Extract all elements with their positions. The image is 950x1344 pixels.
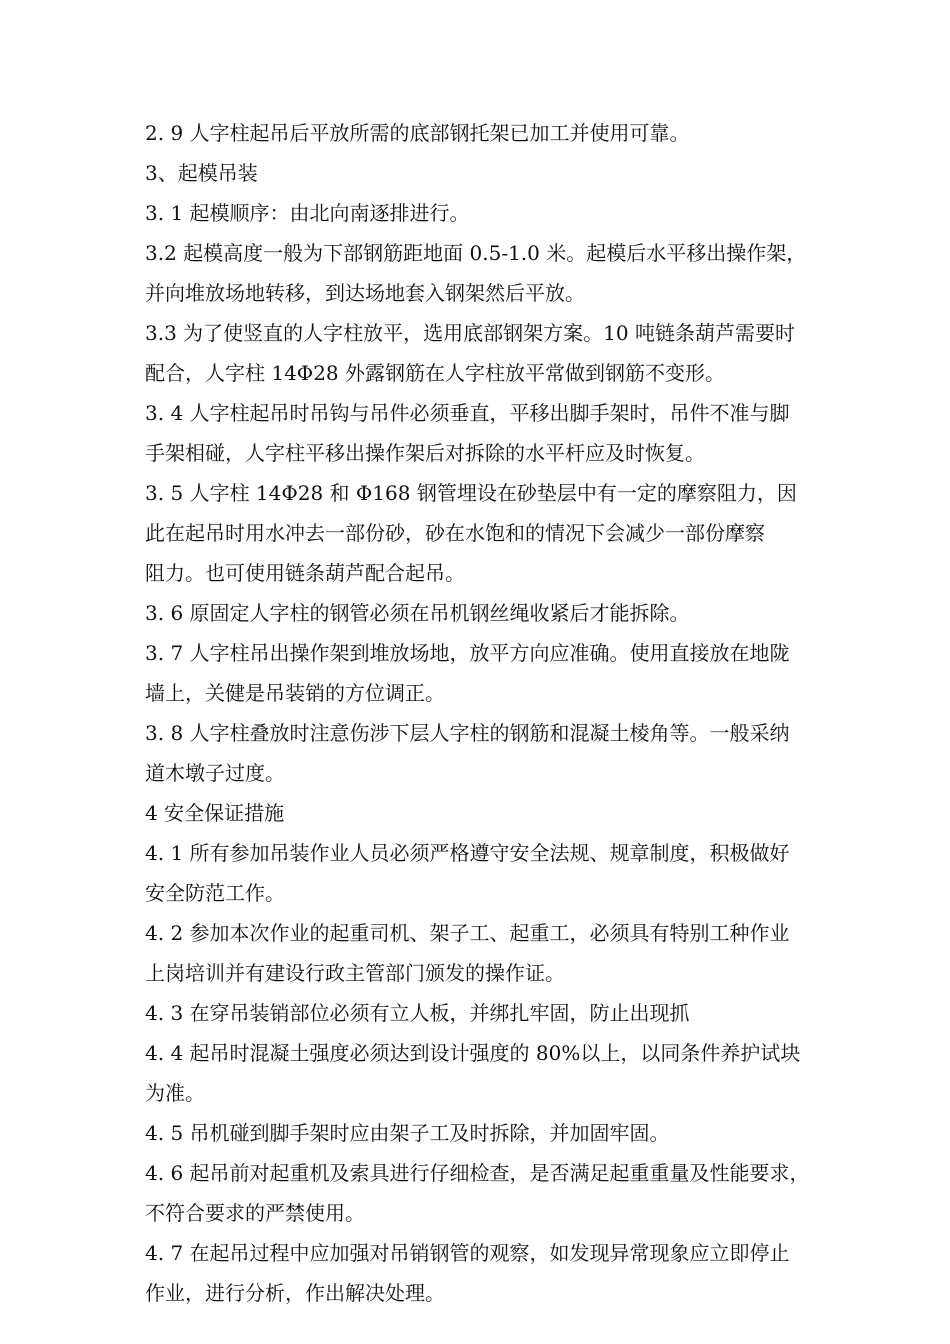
paragraph xyxy=(145,1033,865,1113)
text-line: 4. 2 参加本次作业的起重司机、架子工、起重工，必须具有特别工种作业 xyxy=(145,921,790,945)
text-line: 上岗培训并有建设行政主管部门颁发的操作证。 xyxy=(145,961,565,985)
text-line: 3. 8 人字柱叠放时注意伤涉下层人字柱的钢筋和混凝土棱角等。一般采纳 xyxy=(145,721,790,745)
text-line: 4. 6 起吊前对起重机及索具进行仔细检查，是否满足起重重量及性能要求， xyxy=(145,1161,810,1185)
text-line: 4. 7 在起吊过程中应加强对吊销钢管的观察，如发现异常现象应立即停止 xyxy=(145,1241,790,1265)
text-line: 3、起模吊装 xyxy=(145,161,258,185)
paragraph xyxy=(145,713,865,793)
paragraph xyxy=(145,233,865,313)
text-line: 3. 5 人字柱 14Φ28 和 Φ168 钢管埋设在砂垫层中有一定的摩察阻力，因 xyxy=(145,481,797,505)
text-line: 作业，进行分析，作出解决处理。 xyxy=(145,1281,445,1305)
paragraph xyxy=(145,593,865,633)
text-line: 4. 4 起吊时混凝土强度必须达到设计强度的 80%以上，以同条件养护试块 xyxy=(145,1041,801,1065)
text-line: 3.2 起模高度一般为下部钢筋距地面 0.5-1.0 米。起模后水平移出操作架， xyxy=(145,241,807,265)
paragraph xyxy=(145,473,865,593)
paragraph xyxy=(145,1233,865,1313)
text-line: 3. 7 人字柱吊出操作架到堆放场地，放平方向应准确。使用直接放在地陇 xyxy=(145,641,790,665)
text-line: 2. 9 人字柱起吊后平放所需的底部钢托架已加工并使用可靠。 xyxy=(145,121,690,145)
text-line: 3.3 为了使竖直的人字柱放平，选用底部钢架方案。10 吨链条葫芦需要时 xyxy=(145,321,795,345)
text-line: 墙上，关健是吊装销的方位调正。 xyxy=(145,681,445,705)
text-line: 4. 1 所有参加吊装作业人员必须严格遵守安全法规、规章制度，积极做好 xyxy=(145,841,790,865)
text-line: 4. 5 吊机碰到脚手架时应由架子工及时拆除，并加固牢固。 xyxy=(145,1121,670,1145)
paragraph xyxy=(145,913,865,993)
paragraph xyxy=(145,113,865,153)
text-line: 3. 4 人字柱起吊时吊钩与吊件必须垂直，平移出脚手架时，吊件不准与脚 xyxy=(145,401,790,425)
text-line: 不符合要求的严禁使用。 xyxy=(145,1201,365,1225)
text-line: 道木墩子过度。 xyxy=(145,761,285,785)
document-page xyxy=(145,113,865,1313)
paragraph xyxy=(145,1153,865,1233)
paragraph xyxy=(145,633,865,713)
paragraph xyxy=(145,153,865,193)
paragraph xyxy=(145,833,865,913)
text-line: 3. 6 原固定人字柱的钢管必须在吊机钢丝绳收紧后才能拆除。 xyxy=(145,601,690,625)
paragraph xyxy=(145,313,865,393)
paragraph xyxy=(145,1113,865,1153)
text-line: 此在起吊时用水冲去一部份砂，砂在水饱和的情况下会减少一部份摩察 xyxy=(145,521,765,545)
text-line: 4. 3 在穿吊装销部位必须有立人板，并绑扎牢固，防止出现抓 xyxy=(145,1001,690,1025)
paragraph xyxy=(145,393,865,473)
text-line: 配合，人字柱 14Φ28 外露钢筋在人字柱放平常做到钢筋不变形。 xyxy=(145,361,726,385)
text-line: 3. 1 起模顺序：由北向南逐排进行。 xyxy=(145,201,470,225)
text-line: 安全防范工作。 xyxy=(145,881,285,905)
text-line: 并向堆放场地转移，到达场地套入钢架然后平放。 xyxy=(145,281,585,305)
text-line: 手架相碰，人字柱平移出操作架后对拆除的水平杆应及时恢复。 xyxy=(145,441,705,465)
text-line: 4 安全保证措施 xyxy=(145,801,285,825)
paragraph xyxy=(145,793,865,833)
text-line: 阻力。也可使用链条葫芦配合起吊。 xyxy=(145,561,465,585)
text-line: 为准。 xyxy=(145,1081,205,1105)
paragraph xyxy=(145,993,865,1033)
paragraph xyxy=(145,193,865,233)
